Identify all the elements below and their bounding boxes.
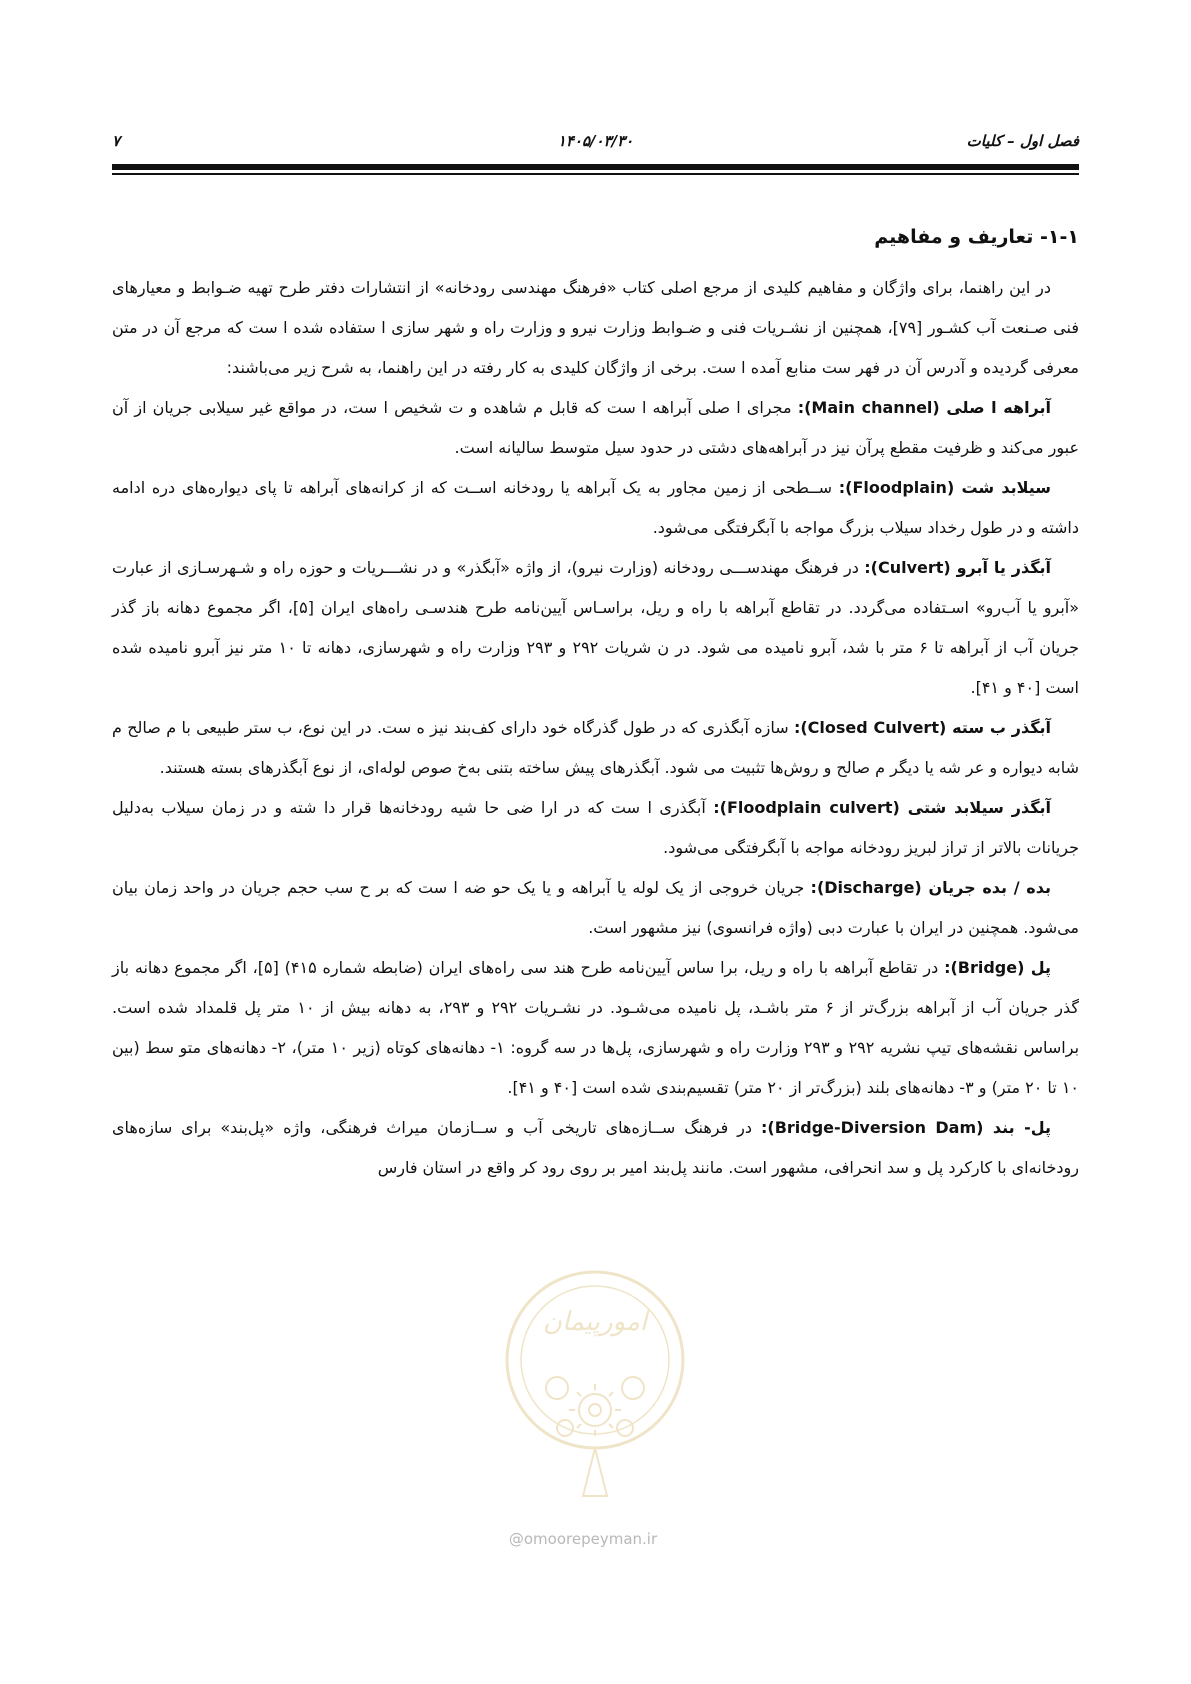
term-label: بده / بده جریان (Discharge): — [810, 878, 1051, 897]
header-rule-thick — [112, 164, 1079, 170]
definition-culvert — [112, 548, 1079, 708]
term-label: آبراهه ا صلی (Main channel): — [797, 398, 1052, 417]
header-rule-thin — [112, 173, 1079, 175]
definition-bridge-diversion-dam — [112, 1108, 1079, 1188]
watermark-emblem-text: امورپیمان — [542, 1307, 648, 1337]
watermark-emblem-icon — [495, 1260, 695, 1500]
term-label: سیلابد شت (Floodplain): — [838, 478, 1051, 497]
intro-paragraph: در این راهنما، برای واژگان و مفاهیم کلیدی از مرجع اصلی کتاب «فرهنگ مهندسی رودخانه» از انتشارات دفتر طرح تهیه ضـوابط و معیارهای فنی صـنعت آب کشـور [۷۹]، همچنین از نشـریات فنی و ضـوابط وزارت نیرو و وزارت راه و شهر سازی ا ستفاده شده ا ست که مرجع آن در متن معرفی گردیده و آدرس آن در فهر ست منابع آمده ا ست. برخی از واژگان کلیدی به کار رفته در این راهنما، به شرح زیر می‌باشند: — [112, 278, 1079, 377]
definition-text: سازه آبگذری که در طول گذرگاه خود دارای کف‌بند نیز ه ست. در این نوع، ب ستر طبیعی با م صالح م شابه دیواره و عر شه یا دیگر م صالح و روش‌ها تثبیت می شود. آبگذرهای پیش ساخته بتنی به‌خ صوص لوله‌ای، از نوع آبگذرهای بسته هستند. — [112, 718, 1079, 777]
definition-text: مجرای ا صلی آبراهه ا ست که قابل م شاهده و ت شخیص ا ست، در مواقع غیر سیلابی جریان از آن عبور می‌کند و ظرفیت مقطع پرآن نیز در آبراهه‌های دشتی در حدود سیل متوسط سالیانه است. — [112, 398, 1079, 457]
definition-discharge — [112, 868, 1079, 948]
header-date: ۱۴۰۵/۰۳/۳۰ — [557, 132, 634, 150]
term-label: آبگذر ب سته (Closed Culvert): — [793, 718, 1051, 737]
term-label: پل- بند (Bridge-Diversion Dam): — [760, 1118, 1052, 1137]
definition-closed-culvert — [112, 708, 1079, 788]
chapter-title: فصل اول – کلیات — [966, 132, 1079, 150]
definition-text: در تقاطع آبراهه با راه و ریل، برا ساس آیین‌نامه طرح هند سی راه‌های ایران (ضابطه شماره ۴۱۵) [۵]، اگر مجموع دهانه باز گذر جریان آب از آبراهه بزرگ‌تر از ۶ متر باشـد، پل نامیده می‌شـود. در نشـریات ۲۹۲ و ۲۹۳، به دهانه بیش از ۱۰ متر پل قلمداد شده است. براساس نقشه‌های تیپ نشریه ۲۹۲ و ۲۹۳ وزارت راه و شهرسازی، پل‌ها در سه گروه: ۱- دهانه‌های کوتاه (زیر ۱۰ متر)، ۲- دهانه‌های متو سط (بین ۱۰ تا ۲۰ متر) و ۳- دهانه‌های بلند (بزرگ‌تر از ۲۰ متر) تقسیم‌بندی شده است [۴۰ و ۴۱]. — [112, 958, 1080, 1097]
definition-floodplain-culvert — [112, 788, 1079, 868]
section-title: ۱-۱- تعاریف و مفاهیم — [874, 226, 1079, 248]
page-content — [112, 220, 1079, 1188]
definition-text: در فرهنگ ســازه‌های تاریخی آب و ســازمان میراث فرهنگی، واژه «پل‌بند» برای سازه‌های رودخانه‌ای با کارکرد پل و سد انحرافی، مشهور است. مانند پل‌بند امیر بر روی رود کر واقع در استان فارس — [112, 1118, 1079, 1177]
definition-floodplain — [112, 468, 1079, 548]
page-header — [112, 128, 1079, 158]
term-label: پل (Bridge): — [944, 958, 1052, 977]
definition-text: در فرهنگ مهندســـی رودخانه (وزارت نیرو)، از واژه «آبگذر» و در نشـــریات و حوزه راه و شـهرسـازی از عبارت «آبرو یا آب‌رو» اسـتفاده می‌گردد. در تقاطع آبراهه با راه و ریل، براسـاس آیین‌نامه طرح هندسـی راه‌های ایران [۵]، اگر مجموع دهانه باز گذر جریان آب از آبراهه تا ۶ متر با شد، آبرو نامیده می شود. در ن شریات ۲۹۲ و ۲۹۳ وزارت راه و شهرسازی، دهانه تا ۱۰ متر نیز آبرو نامیده شده است [۴۰ و ۴۱]. — [112, 558, 1080, 697]
page-number: ۷ — [112, 132, 121, 150]
term-label: آبگذر یا آبرو (Culvert): — [864, 558, 1052, 577]
definition-text: جریان خروجی از یک لوله یا آبراهه و یا یک حو ضه ا ست که بر ح سب حجم جریان در واحد زمان بیان می‌شود. همچنین در ایران با عبارت دبی (واژه فرانسوی) نیز مشهور است. — [112, 878, 1079, 937]
definition-text: آبگذری ا ست که در ارا ضی حا شیه رودخانه‌ها قرار دا شته و در زمان سیلاب به‌دلیل جریانات بالاتر از تراز لبریز رودخانه مواجه با آبگرفتگی می‌شود. — [112, 798, 1079, 857]
definition-bridge — [112, 948, 1079, 1108]
definition-main-channel — [112, 388, 1079, 468]
definition-text: ســطحی از زمین مجاور به یک آبراهه یا رودخانه اســت که از کرانه‌های آبراهه تا پای دیواره‌های دره ادامه داشته و در طول رخداد سیلاب بزرگ مواجه با آبگرفتگی می‌شود. — [112, 478, 1079, 537]
term-label: آبگذر سیلابد شتی (Floodplain culvert): — [713, 798, 1051, 817]
watermark-url: @omoorepeyman.ir — [508, 1530, 658, 1548]
